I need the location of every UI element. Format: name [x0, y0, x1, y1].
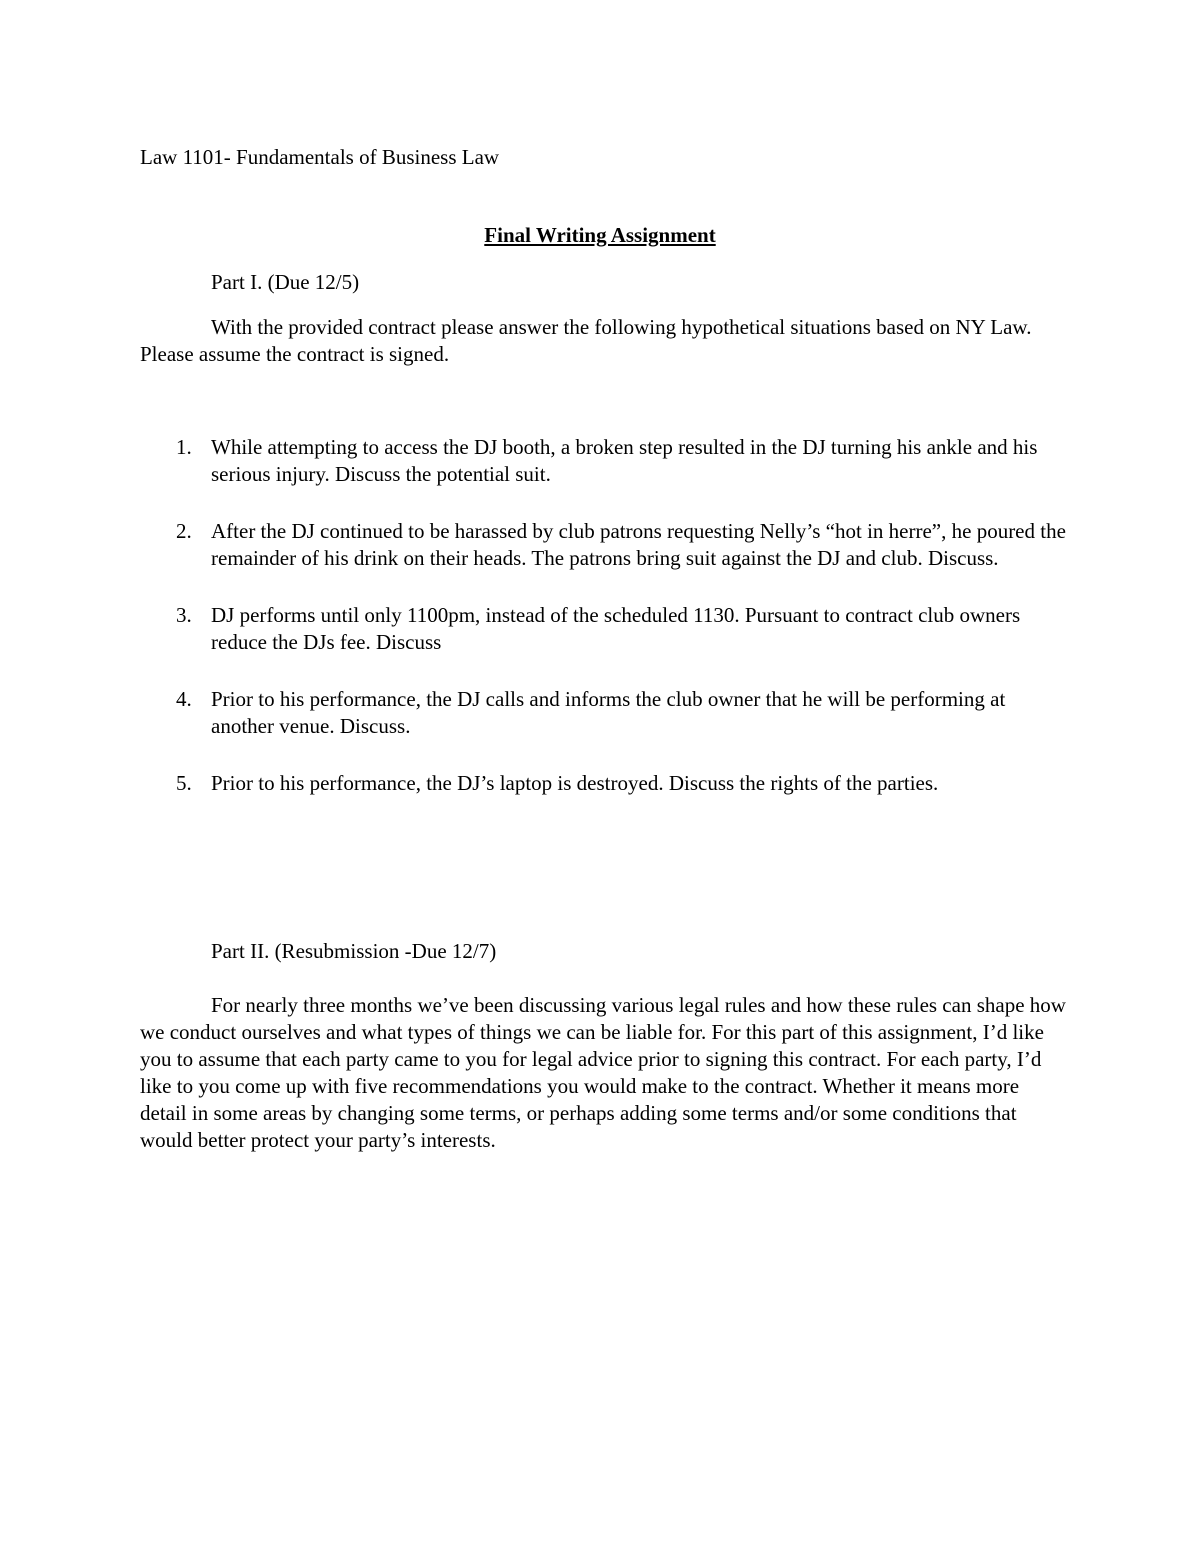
question-item	[140, 434, 1070, 488]
question-text: While attempting to access the DJ booth, a broken step resulted in the DJ turning his ankle and his serious injury. Discuss the potential suit.	[211, 435, 1038, 486]
course-title: Law 1101- Fundamentals of Business Law	[140, 145, 500, 169]
part-2-heading: Part II. (Resubmission -Due 12/7)	[211, 939, 497, 963]
question-text: After the DJ continued to be harassed by club patrons requesting Nelly’s “hot in herre”, he poured the remainder of his drink on their heads. The patrons bring suit against the DJ and club. Discuss.	[211, 519, 1066, 570]
part-1-heading: Part I. (Due 12/5)	[211, 270, 360, 294]
assignment-title: Final Writing Assignment	[484, 223, 716, 247]
question-item	[140, 770, 1070, 797]
question-text: Prior to his performance, the DJ’s laptop is destroyed. Discuss the rights of the parties.	[211, 771, 939, 795]
question-number: 3.	[176, 603, 192, 627]
question-item	[140, 518, 1070, 572]
part-2-body: For nearly three months we’ve been discussing various legal rules and how these rules can shape how we conduct ourselves and what types of things we can be liable for. For this part of this assignment, I’d like you to assume that each party came to you for legal advice prior to signing this contract. For each party, I’d like to you come up with five recommendations you would make to the contract. Whether it means more detail in some areas by changing some terms, or perhaps adding some terms and/or some conditions that would better protect your party’s interests.	[140, 993, 1066, 1152]
question-number: 1.	[176, 435, 192, 459]
question-number: 2.	[176, 519, 192, 543]
question-list	[140, 434, 1070, 827]
question-number: 4.	[176, 687, 192, 711]
question-text: Prior to his performance, the DJ calls and informs the club owner that he will be performing at another venue. Discuss.	[211, 687, 1006, 738]
question-item	[140, 602, 1070, 656]
part-1-intro: With the provided contract please answer the following hypothetical situations based on NY Law. Please assume the contract is signed.	[140, 315, 1032, 366]
question-number: 5.	[176, 771, 192, 795]
question-item	[140, 686, 1070, 740]
question-text: DJ performs until only 1100pm, instead of the scheduled 1130. Pursuant to contract club owners reduce the DJs fee. Discuss	[211, 603, 1021, 654]
